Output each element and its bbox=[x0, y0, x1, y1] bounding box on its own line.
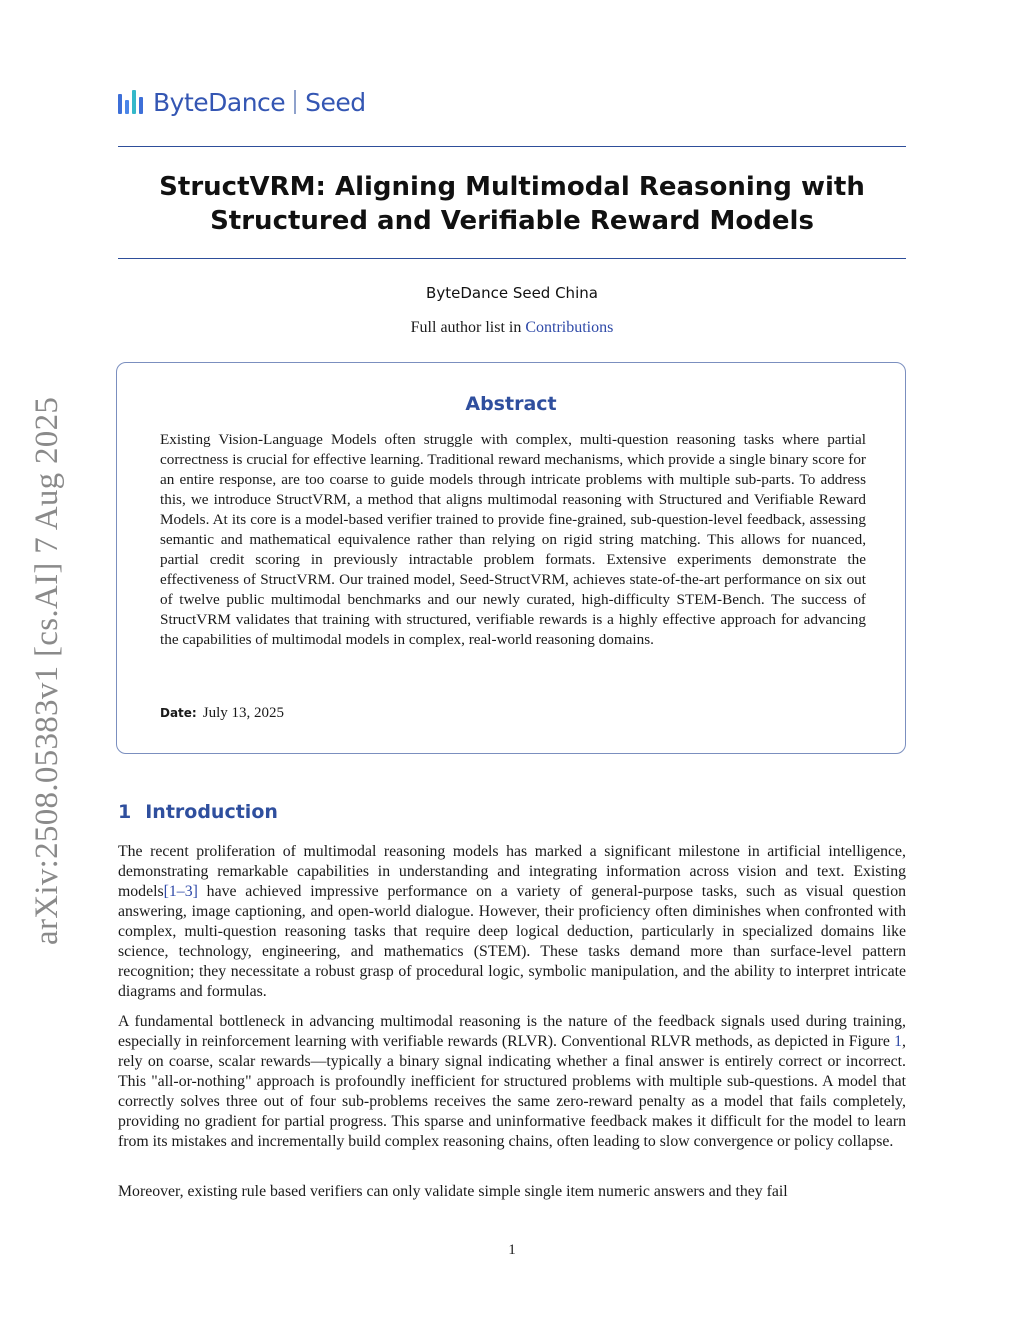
abstract-heading: Abstract bbox=[465, 393, 557, 415]
logo-divider bbox=[294, 90, 296, 114]
section-heading-introduction bbox=[118, 801, 278, 823]
logo-product-text: Seed bbox=[305, 87, 366, 117]
page-number: 1 bbox=[508, 1242, 516, 1258]
figure-reference-link[interactable]: 1 bbox=[894, 1033, 903, 1050]
author-list-note bbox=[118, 319, 906, 337]
author-list-prefix: Full author list in bbox=[410, 319, 526, 336]
title-top-rule bbox=[118, 146, 906, 147]
affiliation: ByteDance Seed China bbox=[426, 284, 598, 302]
bytedance-logo-icon bbox=[118, 90, 143, 114]
abstract-box bbox=[116, 362, 906, 754]
intro-paragraph-3: Moreover, existing rule based verifiers can only validate simple single item numeric answers and they fail bbox=[118, 1183, 788, 1200]
title-bottom-rule bbox=[118, 258, 906, 259]
bytedance-seed-logo bbox=[118, 86, 366, 118]
citation-link[interactable]: [1–3] bbox=[163, 883, 198, 900]
abstract-text: Existing Vision-Language Models often struggle with complex, multi-question reasoning tasks where partial correctness is crucial for effective learning. Traditional reward mechanisms, which provide a single binary score for an entire response, are too coarse to guide models through intricate problems with multiple sub-parts. To address this, we introduce StructVRM, a method that aligns multimodal reasoning with Structured and Verifiable Reward Models. At its core is a model-based verifier trained to provide fine-grained, sub-question-level feedback, assessing semantic and mathematical equivalence rather than relying on rigid string matching. This allows for nuanced, partial credit scoring in previously intractable problem formats. Extensive experiments demonstrate the effectiveness of StructVRM. Our trained model, Seed-StructVRM, achieves state-of-the-art performance on six out of twelve public multimodal benchmarks and our newly curated, high-difficulty STEM-Bench. The success of StructVRM validates that training with structured, verifiable rewards is a highly effective approach for advancing the capabilities of multimodal models in complex, real-world reasoning domains. bbox=[160, 431, 866, 648]
intro-paragraph-2 bbox=[118, 1012, 906, 1152]
paragraph-text: A fundamental bottleneck in advancing multimodal reasoning is the nature of the feedback signals used during training, especially in reinforcement learning with verifiable rewards (RLVR). Conventional RLVR methods, as depicted in Figure bbox=[118, 1013, 906, 1050]
date-label: Date: bbox=[160, 706, 197, 720]
contributions-link[interactable]: Contributions bbox=[525, 319, 614, 336]
intro-paragraph-1 bbox=[118, 842, 906, 1002]
logo-brand-text: ByteDance bbox=[153, 87, 286, 117]
paragraph-text: The recent proliferation of multimodal reasoning models has marked a significant milestone in artificial intelligence, demonstrating remarkable capabilities in understanding and integrating information across vision and text. Existing models bbox=[118, 843, 906, 900]
paragraph-text: , rely on coarse, scalar rewards—typically a binary signal indicating whether a final answer is entirely correct or incorrect. This "all-or-nothing" approach is profoundly inefficient for structured problems with multiple sub-questions. A model that correctly solves three out of four sub-problems receives the same zero-reward penalty as a model that fails completely, providing no gradient for partial progress. This sparse and uninformative feedback makes it difficult for the model to learn from its mistakes and incrementally build complex reasoning chains, often leading to slow convergence or policy collapse. bbox=[118, 1033, 906, 1150]
date-value: July 13, 2025 bbox=[202, 705, 284, 721]
title-line-1: StructVRM: Aligning Multimodal Reasoning with bbox=[159, 172, 865, 202]
paragraph-text: have achieved impressive performance on a variety of general-purpose tasks, such as visual question answering, image captioning, and open-world dialogue. However, their proficiency often diminishes when confronted with complex, multi-question reasoning tasks that require deep logical deduction, particularly in specialized domains like science, technology, engineering, and mathematics (STEM). These tasks demand more than surface-level pattern recognition; they necessitate a robust grasp of procedural logic, symbolic manipulation, and the ability to interpret intricate diagrams and formulas. bbox=[118, 883, 906, 1000]
date-line bbox=[160, 705, 284, 722]
section-number: 1 bbox=[118, 801, 132, 823]
paper-title bbox=[118, 170, 906, 238]
arxiv-identifier: arXiv:2508.05383v1 [cs.AI] 7 Aug 2025 bbox=[29, 396, 65, 945]
section-title: Introduction bbox=[145, 801, 278, 823]
title-line-2: Structured and Verifiable Reward Models bbox=[210, 206, 814, 236]
